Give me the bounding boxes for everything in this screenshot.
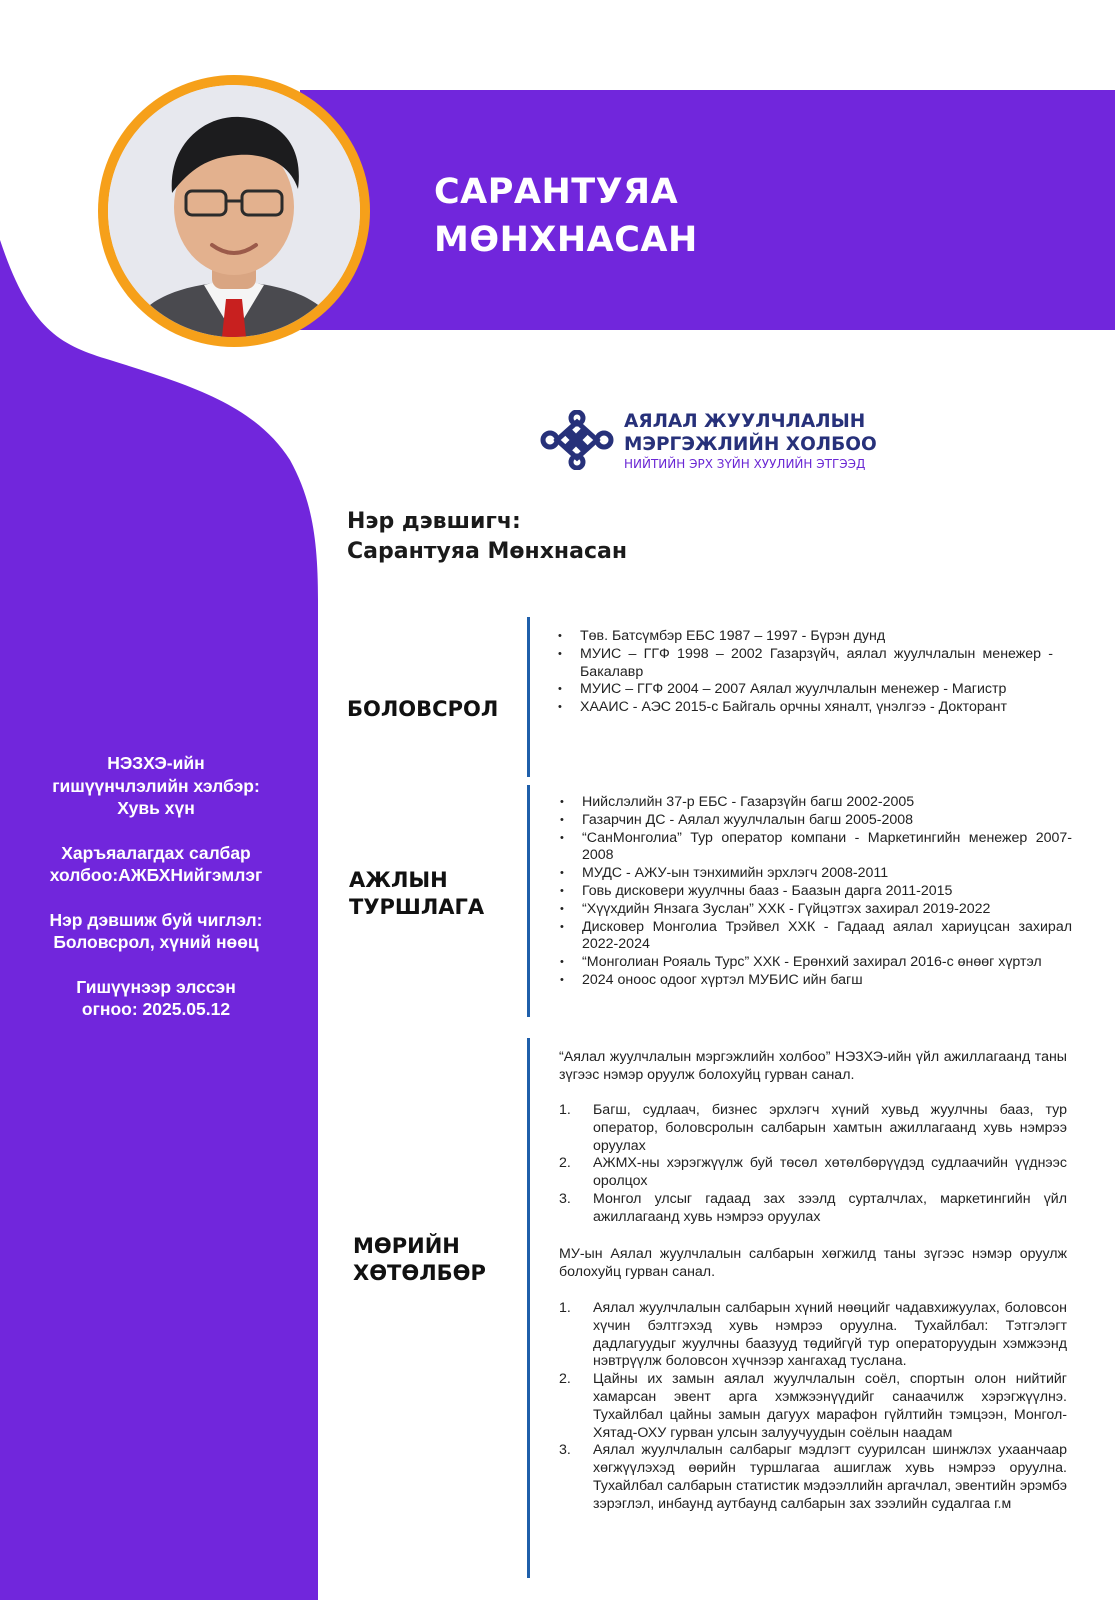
name-line-2: МӨНХНАСАН	[434, 220, 698, 260]
list-item	[559, 1155, 1067, 1191]
logo-line-3: НИЙТИЙН ЭРХ ЗҮЙН ХУУЛИЙН ЭТГЭЭД	[624, 457, 866, 471]
list-text: Багш, судлаач, бизнес эрхлэгч хүний хувьд жуулчны бааз, тур оператор, боловсролын салбарын хамтын ажиллагаанд хувь нэмрээ оруулах	[593, 1102, 1067, 1154]
list-item	[559, 1442, 1067, 1513]
list-item	[559, 1300, 1067, 1371]
list-item: • Газарчин ДС - Аялал жуулчлалын багш 2005-2008	[560, 812, 1072, 830]
membership-line-2: гишүүнчлэлийн хэлбэр:	[52, 775, 260, 796]
list-text: Аялал жуулчлалын салбарын хүний нөөцийг чадавхижуулах, боловсон хүчин бэлтгэхэд хувь нэмрээ оруулна. Тухайлбал: Тэтгэлэгт дадлагуудыг жуулчны баазууд төдийгүй тур операторуудын хэмжээнд нэвтрүүлж боловсон хүчнээр хангахад туслана.	[593, 1300, 1067, 1370]
list-item	[559, 1371, 1067, 1442]
list-item: • “СанМонголиа” Тур оператор компани - Маркетингийн менежер 2007-2008	[560, 830, 1072, 866]
program-list-2	[559, 1300, 1067, 1514]
list-item	[559, 1102, 1067, 1155]
list-number: 2.	[559, 1371, 571, 1388]
program-title	[353, 1233, 486, 1287]
list-item: • Дисковер Монголиа Трэйвел ХХК - Гадаад аялал хариуцсан захирал 2022-2024	[560, 919, 1072, 955]
list-item: • “Монголиан Рояаль Турс” ХХК - Ерөнхий захирал 2016-с өнөөг хүртэл	[560, 954, 1072, 972]
membership-line-3: Хувь хүн	[117, 798, 195, 818]
list-number: 1.	[559, 1102, 571, 1118]
name-line-1: САРАНТУЯА	[434, 172, 679, 212]
list-item: • Төв. Батсүмбэр ЕБС 1987 – 1997 - Бүрэн дунд	[558, 628, 1053, 646]
joined-line-2: огноо: 2025.05.12	[81, 999, 231, 1019]
program-list-1	[559, 1102, 1067, 1227]
experience-title-line-1: АЖЛЫН	[349, 868, 448, 892]
experience-divider	[527, 785, 530, 1017]
join-date	[22, 976, 290, 1021]
list-text: Монгол улсыг гадаад зах зээлд сурталчлах, маркетингийн үйл ажиллагаанд хувь нэмрээ оруулах	[593, 1190, 1067, 1225]
education-title: БОЛОВСРОЛ	[347, 697, 499, 721]
education-divider	[527, 617, 530, 777]
branch-association	[22, 842, 290, 887]
portrait-image	[108, 85, 360, 337]
candidate-heading	[347, 507, 627, 567]
list-item: • МУИС – ГГФ 2004 – 2007 Аялал жуулчлалын менежер - Магистр	[558, 681, 1053, 699]
candidate-name: Сарантуяа Мөнхнасан	[347, 539, 628, 564]
list-item: • ХААИС - АЭС 2015-с Байгаль орчны хяналт, үнэлгээ - Докторант	[558, 699, 1053, 717]
list-text: Цайны их замын аялал жуулчлалын соёл, спортын олон нийтийг хамарсан эвент арга хэмжээнүүдийг санаачилж хэрэгжүүлнэ. Тухайлбал цайны замын дагуух марафон гүйлтийн тэмцээн, Монгол-Хятад-ОХУ гурван улсын залуучуудын соёлын наадам	[593, 1371, 1067, 1441]
joined-line-1: Гишүүнээр элссэн	[76, 976, 236, 997]
list-text: Аялал жуулчлалын салбарыг мэдлэгт суурилсан шинжлэх ухаанчаар хөгжүүлэхэд өөрийн туршлагаа ашиглаж хувь нэмрээ оруулна. Тухайлбал салбарын статистик мэдээллийн аргачлал, эвентийн эрэмбэ зэрэглэл, инбаунд аутбаунд салбарын зах зээлийн судалгаа г.м	[593, 1442, 1067, 1512]
branch-line-2: холбоо:АЖБХНийгэмлэг	[49, 865, 263, 885]
nomination-direction	[22, 909, 290, 954]
list-number: 3.	[559, 1190, 571, 1207]
program-title-line-2: ХӨТӨЛБӨР	[353, 1261, 486, 1285]
list-item: • “Хүүхдийн Янзага Зуслан” ХХК - Гүйцэтгэх захирал 2019-2022	[560, 901, 1072, 919]
program-intro-1: “Аялал жуулчлалын мэргэжлийн холбоо” НЭЗХЭ-ийн үйл ажиллагаанд таны зүгээс нэмэр оруулж болохуйц гурван санал.	[559, 1049, 1067, 1083]
membership-line-1: НЭЗХЭ-ийн	[107, 753, 205, 773]
header-band	[300, 90, 1115, 330]
list-item: • Нийслэлийн 37-р ЕБС - Газарзүйн багш 2002-2005	[560, 794, 1072, 812]
list-item: • 2024 оноос одоог хүртэл МУБИС ийн багш	[560, 972, 1072, 990]
direction-line-2: Боловсрол, хүний нөөц	[53, 932, 259, 952]
list-number: 3.	[559, 1442, 571, 1459]
header-name	[434, 168, 698, 264]
candidate-photo	[98, 75, 370, 347]
education-list	[558, 628, 1053, 717]
experience-title-line-2: ТУРШЛАГА	[349, 895, 485, 919]
program-divider	[527, 1038, 530, 1578]
list-item	[559, 1191, 1067, 1227]
list-item: • Говь дисковери жуулчны бааз - Баазын дарга 2011-2015	[560, 883, 1072, 901]
program-title-line-1: МӨРИЙН	[353, 1234, 460, 1258]
list-text: АЖМХ-ны хэрэгжүүлж буй төсөл хөтөлбөрүүдэд судлаачийн үүднээс оролцох	[593, 1155, 1067, 1190]
sidebar-info	[22, 752, 290, 1043]
logo-line-2: МЭРГЭЖЛИЙН ХОЛБОО	[624, 434, 877, 455]
experience-list	[560, 794, 1072, 990]
branch-line-1: Харъяалагдах салбар	[61, 842, 251, 863]
experience-title	[349, 867, 484, 921]
list-number: 2.	[559, 1155, 571, 1172]
direction-line-1: Нэр дэвшиж буй чиглэл:	[49, 909, 263, 930]
membership-type	[22, 752, 290, 820]
list-item: • МУДС - АЖУ-ын тэнхимийн эрхлэгч 2008-2011	[560, 865, 1072, 883]
program-intro-2: МУ-ын Аялал жуулчлалын салбарын хөгжилд таны зүгээс нэмэр оруулж болохуйц гурван санал.	[559, 1246, 1067, 1280]
logo-line-1: АЯЛАЛ ЖУУЛЧЛАЛЫН	[624, 411, 866, 432]
endless-knot-icon	[538, 410, 616, 470]
candidate-label: Нэр дэвшигч:	[347, 509, 521, 534]
list-item: • МУИС – ГГФ 1998 – 2002 Газарзүйч, аялал жуулчлалын менежер - Бакалавр	[558, 646, 1053, 682]
list-number: 1.	[559, 1300, 571, 1316]
